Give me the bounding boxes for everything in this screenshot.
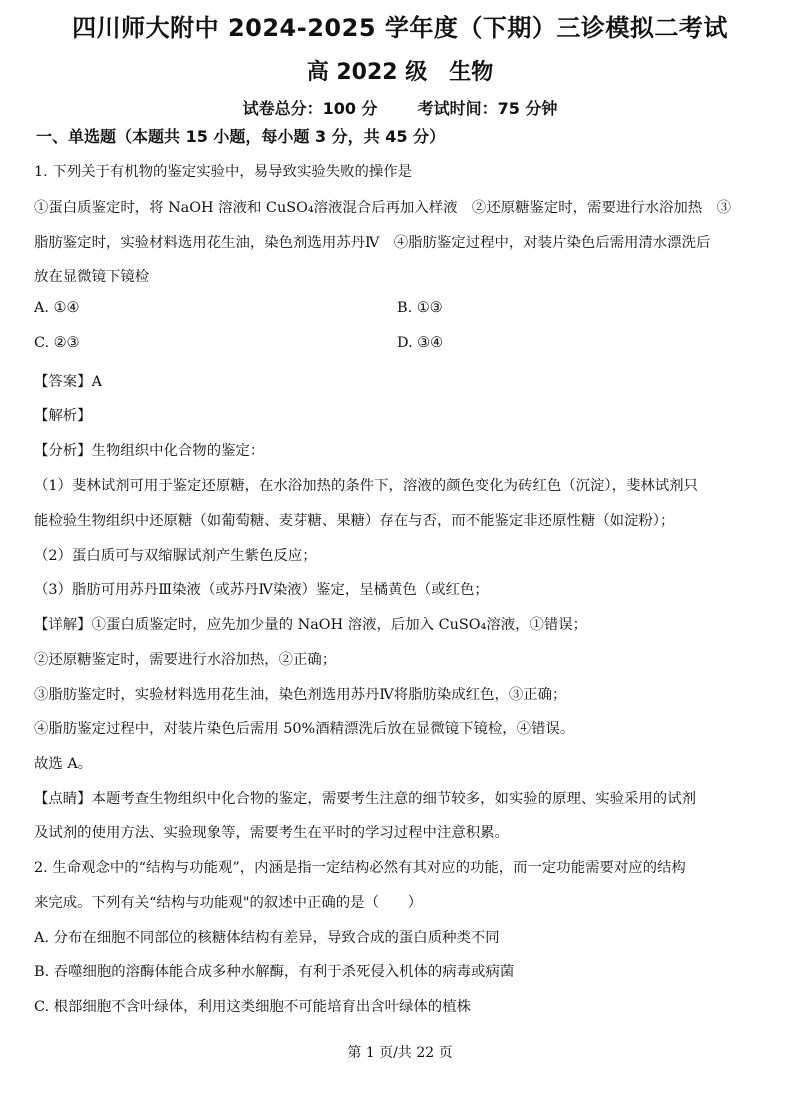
q1-detail-line: ④脂肪鉴定过程中，对装片染色后需用 50%酒精漂洗后放在显微镜下镜检，④错误。 (34, 721, 575, 737)
q1-fenxi-line: （3）脂肪可用苏丹Ⅲ染液（或苏丹Ⅳ染液）鉴定，呈橘黄色（或红色； (34, 582, 489, 598)
q1-analysis-label: 【解析】 (34, 408, 92, 424)
q2-option-a: A. 分布在细胞不同部位的核糖体结构有差异，导致合成的蛋白质种类不同 (34, 930, 500, 946)
q2-stem-line: 来完成。下列有关“结构与功能观"的叙述中正确的是（ ） (34, 895, 423, 911)
total-score: 试卷总分：100 分 (242, 99, 378, 118)
exam-time: 考试时间：75 分钟 (417, 99, 558, 118)
grade-label: 高 2022 级 (306, 60, 428, 85)
q1-option-c: C. ②③ (34, 335, 80, 351)
q1-detail-line: 【详解】①蛋白质鉴定时，应先加少量的 NaOH 溶液，后加入 CuSO₄溶液，①错误； (34, 617, 588, 633)
q1-option-d: D. ③④ (397, 335, 443, 351)
q1-detail-line: ③脂肪鉴定时，实验材料选用花生油，染色剂选用苏丹Ⅳ将脂肪染成红色，③正确； (34, 687, 567, 703)
page-number: 第 1 页/共 22 页 (347, 1045, 453, 1061)
q1-option-b: B. ①③ (397, 300, 443, 316)
q1-statement-line: 脂肪鉴定时，实验材料选用花生油，染色剂选用苏丹Ⅳ ④脂肪鉴定过程中，对装片染色后需用清水漂洗后 (34, 235, 711, 251)
q1-comment-line: 及试剂的使用方法、实验现象等，需要考生在平时的学习过程中注意积累。 (34, 825, 509, 841)
q2-option-c: C. 根部细胞不含叶绿体，利用这类细胞不可能培育出含叶绿体的植株 (34, 999, 471, 1015)
q1-detail-line: ②还原糖鉴定时，需要进行水浴加热，②正确； (34, 652, 337, 668)
q1-statement-line: ①蛋白质鉴定时，将 NaOH 溶液和 CuSO₄溶液混合后再加入样液 ②还原糖鉴定时，需要进行水浴加热 ③ (34, 200, 731, 216)
q1-statement-line: 放在显微镜下镜检 (34, 269, 150, 285)
q2-stem-line: 2. 生命观念中的“结构与功能观”，内涵是指一定结构必然有其对应的功能，而一定功能需要对应的结构 (34, 860, 686, 876)
q2-option-b: B. 吞噬细胞的溶酶体能合成多种水解酶，有利于杀死侵入机体的病毒或病菌 (34, 964, 515, 980)
grade-subject-line (0, 55, 800, 86)
q1-fenxi: 【分析】生物组织中化合物的鉴定： (34, 443, 265, 459)
q1-option-a: A. ①④ (34, 300, 80, 316)
q1-fenxi-line: 能检验生物组织中还原糖（如葡萄糖、麦芽糖、果糖）存在与否，而不能鉴定非还原性糖（如淀粉）； (34, 513, 675, 529)
q1-comment-line: 【点睛】本题考查生物组织中化合物的鉴定，需要考生注意的细节较多，如实验的原理、实验采用的试剂 (34, 791, 696, 807)
q1-fenxi-line: （2）蛋白质可与双缩脲试剂产生紫色反应； (34, 548, 317, 564)
q1-fenxi-line: （1）斐林试剂可用于鉴定还原糖，在水浴加热的条件下，溶液的颜色变化为砖红色（沉淀），斐林试剂只 (34, 478, 698, 494)
exam-title: 四川师大附中 2024-2025 学年度（下期）三诊模拟二考试 (72, 14, 728, 42)
exam-meta (0, 96, 800, 119)
q1-detail-line: 故选 A。 (34, 756, 93, 772)
section-heading: 一、单选题（本题共 15 小题，每小题 3 分，共 45 分） (36, 127, 446, 146)
q1-answer: 【答案】A (34, 374, 102, 390)
q1-stem: 1. 下列关于有机物的鉴定实验中，易导致实验失败的操作是 (34, 164, 413, 180)
subject-label: 生物 (449, 60, 494, 85)
